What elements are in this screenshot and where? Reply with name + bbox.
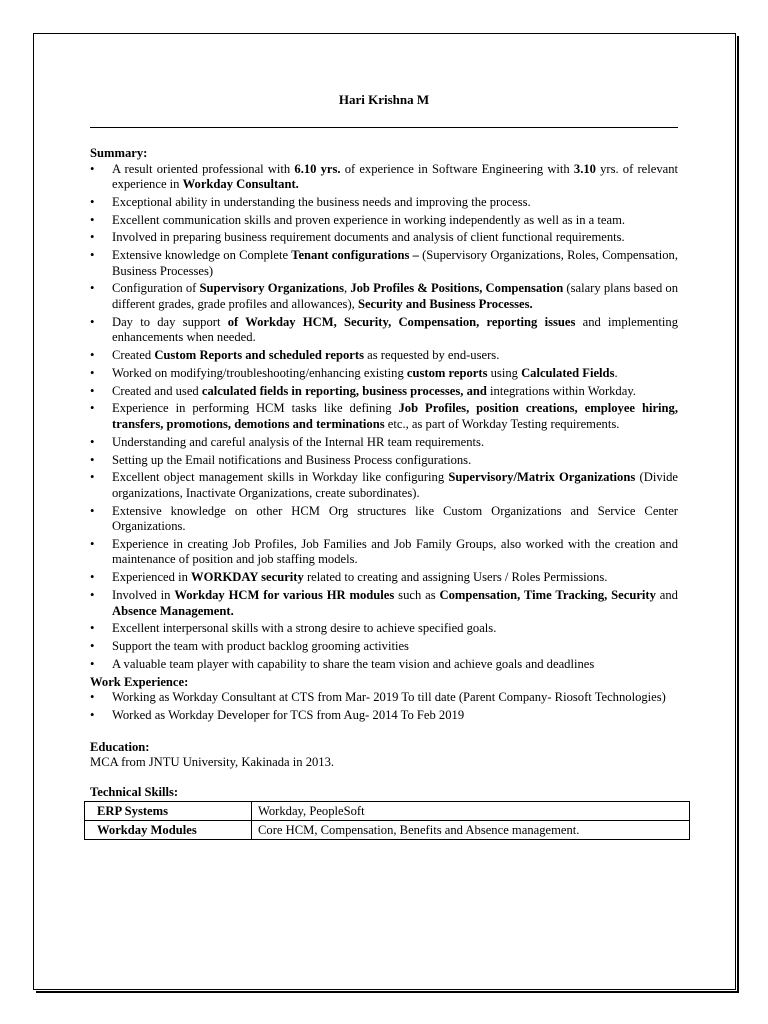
- work-experience-list: [90, 690, 678, 723]
- table-row: [85, 821, 690, 840]
- work-experience-heading: Work Experience:: [90, 674, 189, 689]
- skill-value: Workday, PeopleSoft: [252, 802, 690, 821]
- list-item: [90, 657, 678, 673]
- list-item: [90, 281, 678, 312]
- bold-text: Compensation, Time Tracking, Security: [439, 588, 656, 603]
- text-run: Experience in performing HCM tasks like defining: [112, 401, 399, 416]
- text-run: Involved in: [112, 588, 175, 603]
- text-run: Excellent object management skills in Workday like configuring: [112, 470, 449, 485]
- bold-text: calculated fields in reporting, business processes, and: [201, 383, 487, 398]
- text-run: Worked on modifying/troubleshooting/enhancing existing: [112, 365, 407, 380]
- bold-text: WORKDAY security: [191, 570, 304, 585]
- section-spacer: [90, 726, 678, 740]
- skill-value: Core HCM, Compensation, Benefits and Absence management.: [252, 821, 690, 840]
- text-run: Extensive knowledge on other HCM Org structures like Custom Organizations and Service Center Organizations.: [112, 503, 678, 534]
- list-item: [90, 348, 678, 364]
- text-run: etc., as part of Workday Testing requirements.: [384, 416, 620, 431]
- text-run: (Divide organizations, Inactivate Organizations, create subordinates).: [112, 470, 678, 500]
- text-run: such as: [394, 588, 440, 603]
- bold-text: Absence Management.: [112, 603, 234, 618]
- text-run: Working as Workday Consultant at CTS from Mar- 2019 To till date (Parent Company- Riosoft Technologies): [112, 690, 666, 705]
- bold-text: Calculated Fields: [521, 365, 615, 380]
- text-run: Understanding and careful analysis of the Internal HR team requirements.: [112, 434, 485, 449]
- text-run: Experienced in: [112, 570, 192, 585]
- bold-text: Security and Business Processes.: [357, 296, 533, 311]
- section-spacer: [90, 771, 678, 785]
- text-run: integrations within Workday.: [486, 383, 636, 398]
- list-item: [90, 504, 678, 535]
- list-item: [90, 248, 678, 279]
- list-item: [90, 621, 678, 637]
- technical-skills-heading: Technical Skills:: [90, 784, 179, 799]
- text-run: ,: [344, 281, 351, 296]
- text-run: (Supervisory Organizations, Roles, Compensation, Business Processes): [112, 248, 678, 278]
- bold-text: Job Profiles, position creations, employee hiring, transfers, promotions, demotions and terminations: [112, 401, 678, 431]
- list-item: [90, 470, 678, 501]
- text-run: (salary plans based on different grades, grade profiles and allowances),: [112, 281, 679, 311]
- list-item: [90, 537, 678, 568]
- bold-text: Supervisory Organizations: [199, 281, 344, 296]
- bold-text: 6.10 yrs.: [294, 161, 341, 176]
- text-run: A valuable team player with capability to share the team vision and achieve goals and deadlines: [112, 656, 595, 671]
- bold-text: Job Profiles & Positions, Compensation: [350, 281, 564, 296]
- text-run: Configuration of: [112, 281, 200, 296]
- list-item: [90, 401, 678, 432]
- list-item: [90, 230, 678, 246]
- list-item: [90, 435, 678, 451]
- header-divider: [90, 127, 678, 128]
- text-run: yrs. of relevant experience in: [112, 161, 679, 191]
- list-item: [90, 366, 678, 382]
- list-item: [90, 690, 678, 706]
- text-run: Extensive knowledge on Complete: [112, 248, 292, 263]
- text-run: as requested by end-users.: [364, 348, 500, 363]
- text-run: Involved in preparing business requirement documents and analysis of client functional requirements.: [112, 230, 625, 245]
- list-item: [90, 315, 678, 346]
- text-run: and implementing enhancements when needed.: [112, 314, 679, 345]
- text-run: Created: [112, 348, 155, 363]
- text-run: Support the team with product backlog grooming activities: [112, 639, 409, 654]
- bold-text: Tenant configurations –: [291, 248, 419, 263]
- text-run: Exceptional ability in understanding the business needs and improving the process.: [112, 194, 531, 209]
- list-item: [90, 570, 678, 586]
- technical-skills-table: [84, 801, 690, 840]
- text-run: .: [614, 365, 618, 380]
- list-item: [90, 213, 678, 229]
- text-run: Worked as Workday Developer for TCS from Aug- 2014 To Feb 2019: [112, 708, 465, 723]
- text-run: related to creating and assigning Users / Roles Permissions.: [303, 570, 608, 585]
- skill-category: ERP Systems: [85, 802, 252, 821]
- text-run: using: [487, 365, 522, 380]
- list-item: [90, 384, 678, 400]
- text-run: Day to day support: [112, 314, 228, 329]
- list-item: [90, 195, 678, 211]
- text-run: and: [655, 588, 678, 603]
- bold-text: Workday HCM for various HR modules: [174, 588, 395, 603]
- text-run: Created and used: [112, 383, 202, 398]
- list-item: [90, 162, 678, 193]
- list-item: [90, 453, 678, 469]
- text-run: Excellent communication skills and proven experience in working independently as well as in a team.: [112, 212, 626, 227]
- text-run: of experience in Software Engineering with: [340, 161, 574, 176]
- text-run: Excellent interpersonal skills with a strong desire to achieve specified goals.: [112, 621, 497, 636]
- bold-text: Custom Reports and scheduled reports: [154, 348, 364, 363]
- summary-list: [90, 162, 678, 673]
- education-heading: Education:: [90, 739, 150, 754]
- candidate-name: Hari Krishna M: [338, 92, 430, 107]
- bold-text: of Workday HCM, Security, Compensation, reporting issues: [227, 314, 576, 329]
- education-text: MCA from JNTU University, Kakinada in 2013.: [90, 755, 335, 770]
- text-run: Setting up the Email notifications and Business Process configurations.: [112, 452, 472, 467]
- resume-document: [90, 92, 678, 840]
- skill-category: Workday Modules: [85, 821, 252, 840]
- list-item: [90, 588, 678, 619]
- text-run: Experience in creating Job Profiles, Job Families and Job Family Groups, also worked with the creation and maintenance of position and job staffing models.: [112, 536, 678, 567]
- bold-text: Workday Consultant.: [182, 177, 299, 191]
- text-run: A result oriented professional with: [112, 161, 295, 176]
- bold-text: custom reports: [406, 365, 488, 380]
- bold-text: 3.10: [573, 161, 596, 176]
- bold-text: Supervisory/Matrix Organizations: [448, 470, 636, 485]
- list-item: [90, 639, 678, 655]
- table-row: [85, 802, 690, 821]
- list-item: [90, 708, 678, 724]
- summary-heading: Summary:: [90, 146, 148, 160]
